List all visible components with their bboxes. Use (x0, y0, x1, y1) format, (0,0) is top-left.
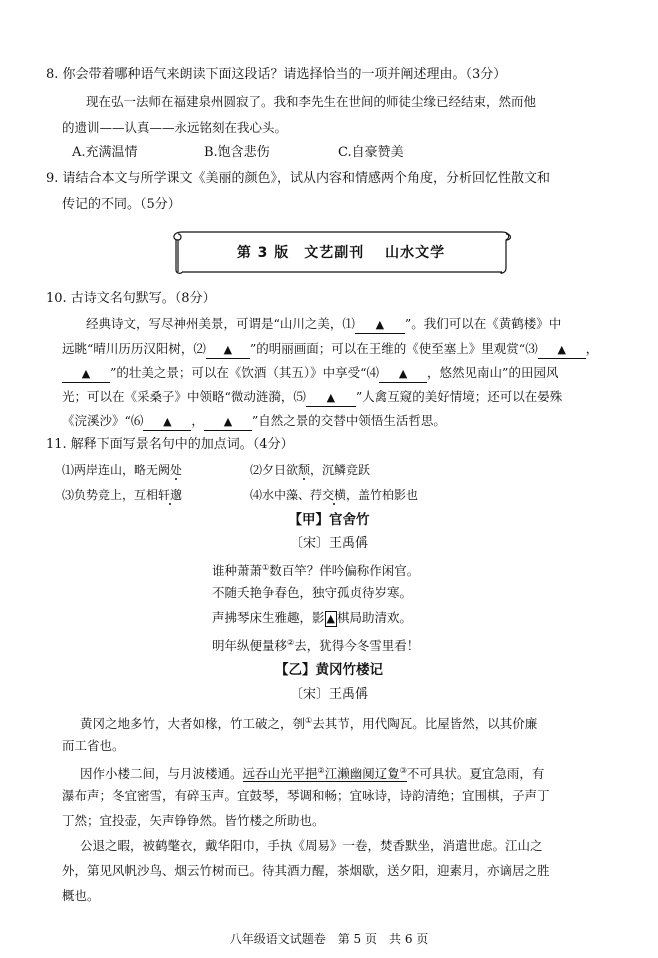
blank-1: ▲ (355, 317, 405, 334)
footnote-mark: ① (305, 716, 313, 725)
blank-6b: ▲ (204, 414, 252, 431)
text: ”自然之景的交替中领悟生活哲思。 (251, 413, 446, 428)
poem-line-4 (212, 634, 419, 655)
question-9-line-1: 9. 请结合本文与所学课文《美丽的颜色》，试从内容和情感两个角度，分析回忆性散文和 (46, 171, 551, 186)
blank-6a: ▲ (143, 414, 191, 431)
text: 声拂琴床生雅趣，影 (212, 610, 325, 625)
text: 明年纵便量移 (212, 638, 288, 654)
footnote-mark: ② (287, 638, 295, 647)
prose-p1-line-1 (80, 712, 537, 733)
poem-author: 〔宋〕王禹偁 (289, 536, 368, 551)
prose-p2-line-3: 丁然；宜投壶，矢声铮铮然。皆竹楼之所助也。 (62, 813, 325, 828)
question-8-option-c: C.自豪赞美 (338, 145, 404, 160)
blank-3a: ▲ (538, 342, 586, 359)
question-9-line-2: 传记的不同。（5分） (62, 197, 181, 212)
text: ⑶负势竞上，互相 (62, 488, 159, 502)
prose-p3-line-1: 公退之暇，被鹤氅衣，戴华阳巾，手执《周易》一卷，焚香默坐，消遣世虑。江山之 (80, 838, 543, 853)
page-footer: 八年级语文试题卷 第 5 页 共 6 页 (229, 932, 429, 946)
poem-line-1 (212, 559, 419, 580)
text: 去，犹得今冬雪里看！ (294, 638, 420, 654)
text: 远眺“晴川历历汉阳树，⑵ (62, 341, 206, 356)
footnote-mark: ③ (399, 766, 407, 775)
text: ，盖竹柏影也 (346, 488, 419, 502)
question-8-passage-line-2: 的遗训——认真——永远铭刻在我心头。 (62, 120, 288, 135)
poem-line-3 (212, 609, 412, 627)
question-11-stem: 11. 解释下面写景名句中的加点词。（4分） (46, 437, 294, 452)
prose-author: 〔宋〕王禹偁 (289, 687, 368, 702)
blank-5: ▲ (306, 390, 356, 407)
prose-p3-line-2: 外，第见风帆沙鸟、烟云竹树而已。待其酒力醒，茶烟歇，送夕阳，迎素月，亦谪居之胜 (62, 863, 550, 878)
dotted-word: 轩邈 (158, 488, 183, 502)
prose-p3-line-3: 概也。 (62, 888, 100, 903)
text: ”人禽互窥的美好情境；还可以在晏殊 (355, 389, 563, 404)
text: ⑴两岸连山，略无阙 (62, 463, 171, 477)
prose-p2-line-1 (80, 762, 544, 783)
text: 江濑幽阒辽夐 (324, 766, 400, 782)
dotted-word: 颓 (298, 463, 311, 477)
question-10-line-4 (62, 388, 562, 407)
boxed-blank: ▲ (326, 612, 335, 625)
text: ”的明丽画面；可以在王维的《使至塞上》里观赏“⑶ (249, 341, 538, 356)
question-8-option-a: A.充满温情 (72, 145, 138, 160)
text: 去其节，用代陶瓦。比屋皆然，以其价廉 (312, 716, 538, 732)
text: ⑵夕日欲 (250, 463, 299, 477)
text: ， (585, 341, 599, 356)
question-8-stem: 8. 你会带着哪种语气来朗读下面这段话？请选择恰当的一项并阐述理由。（3分） (46, 67, 507, 82)
dotted-word: 处 (170, 463, 183, 477)
question-10-line-1 (86, 315, 561, 334)
poem-line-2: 不随夭艳争春色，独守孤贞待岁寒。 (212, 585, 413, 600)
prose-p2-line-2: 瀑布声；冬宜密雪，有碎玉声。宜鼓琴，琴调和畅；宜咏诗，诗韵清绝；宜围棋，子声丁 (62, 788, 550, 803)
text: ”。我们可以在《黄鹤楼》中 (404, 316, 562, 331)
question-11-item-1 (62, 461, 182, 479)
question-8-passage-line-1: 现在弘一法师在福建泉州圆寂了。我和李先生在世间的师徒尘缘已经结束，然而他 (86, 94, 537, 109)
question-11-item-2 (250, 461, 370, 479)
blank-3b: ▲ (62, 366, 110, 383)
text: 远吞山光平挹 (242, 766, 318, 782)
poem-title: 【甲】官舍竹 (288, 512, 370, 528)
blank-4: ▲ (379, 366, 427, 383)
text: 经典诗文，写尽神州美景，可谓是“山川之美，⑴ (86, 316, 355, 331)
question-10-line-5 (62, 412, 446, 431)
question-8-option-b: B.饱含悲伤 (204, 145, 270, 160)
footnote-mark: ① (262, 563, 270, 572)
question-11-item-3 (62, 486, 182, 504)
footnote-mark: ② (317, 766, 325, 775)
text: 棋局助清欢。 (336, 610, 412, 625)
question-10-line-2 (62, 340, 598, 359)
question-10-line-3 (62, 364, 558, 383)
text: 《浣溪沙》“⑹ (62, 413, 144, 428)
underlined-text (243, 766, 407, 782)
text: 谁种萧萧 (212, 563, 263, 579)
text: 光；可以在《采桑子》中领略“微动涟漪，⑸ (62, 389, 306, 404)
text: ，悠然见南山”的田园风 (427, 365, 559, 380)
prose-title: 【乙】黄冈竹楼记 (275, 662, 383, 678)
dotted-word: 交横 (322, 488, 347, 502)
question-11-item-4 (250, 486, 418, 504)
text: 不可具状。夏宜急雨，有 (406, 766, 545, 782)
banner-title: 第 3 版 文艺副刊 山水文学 (236, 245, 446, 261)
text: ， (191, 413, 204, 428)
section-banner (168, 228, 514, 276)
text: ”的壮美之景；可以在《饮酒（其五）》中享受“⑷ (110, 365, 380, 380)
text: 数百竿？伴吟偏称作闲官。 (269, 563, 420, 579)
text: 黄冈之地多竹，大者如椽，竹工破之，刳 (80, 716, 306, 732)
blank-2: ▲ (206, 342, 250, 359)
prose-p1-line-2: 而工省也。 (62, 738, 125, 753)
text: 因作小楼二间，与月波楼通。 (80, 766, 243, 782)
question-10-stem: 10. 古诗文名句默写。（8分） (46, 291, 216, 306)
text: ，沉鳞竞跃 (310, 463, 371, 477)
text: ⑷水中藻、荇 (250, 488, 323, 502)
